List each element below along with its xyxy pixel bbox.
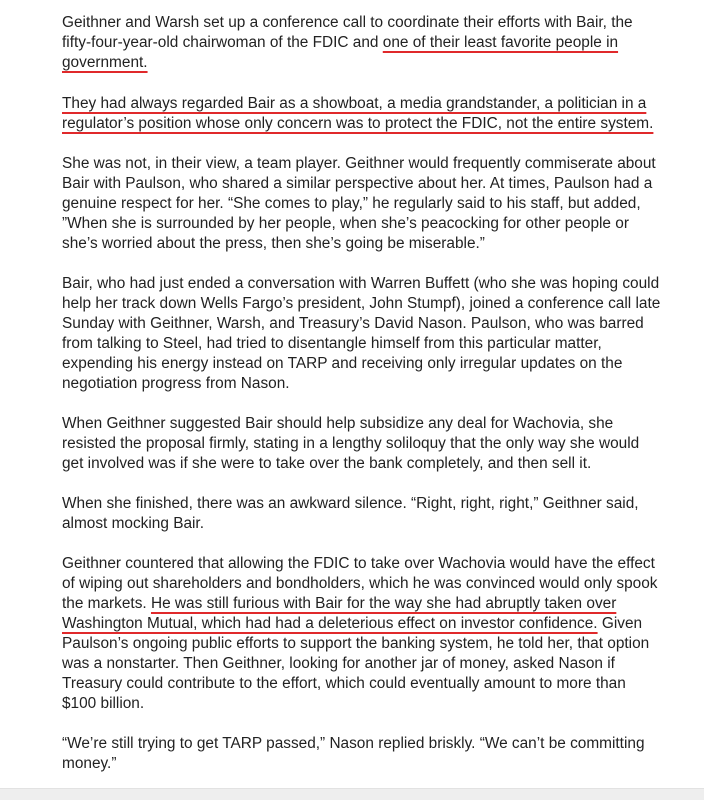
text-segment: When Geithner suggested Bair should help subsidize any deal for Wachovia, she resisted the proposal firmly, stating in a lengthy soliloquy that the only way she would get involved was if she were to take over the bank completely, and then sell it. [62, 415, 640, 472]
bottom-scroll-bar[interactable] [0, 788, 704, 800]
paragraph [62, 154, 662, 254]
text-segment: Geithner countered that allowing the FDIC to take over Wachovia would have the effect of wiping out shareholders and bondholders, which he was convinced would only spook the markets. [62, 555, 658, 612]
paragraph [62, 554, 662, 714]
paragraph [62, 734, 662, 774]
text-segment: Given Paulson’s ongoing public efforts to support the banking system, he told her, that option was a nonstarter. Then Geithner, looking for another jar of money, asked Nason if Treasury could contribute to the effort, which could eventually amount to more than $100 billion. [62, 615, 650, 712]
text-segment: Geithner and Warsh set up a conference call to coordinate their efforts with Bair, the fifty-four-year-old chairwoman of the FDIC and [62, 14, 633, 51]
highlighted-text: He was still furious with Bair for the way she had abruptly taken over Washington Mutual, which had had a deleterious effect on investor confidence. [62, 595, 617, 632]
highlighted-text: They had always regarded Bair as a showboat, a media grandstander, a politician in a regulator’s position whose only concern was to protect the FDIC, not the entire system. [62, 95, 654, 132]
paragraph [62, 274, 662, 394]
text-segment: “We’re still trying to get TARP passed,” Nason replied briskly. “We can’t be committing money.” [62, 735, 645, 772]
paragraph [62, 494, 662, 534]
paragraph [62, 414, 662, 474]
paragraph [62, 94, 662, 134]
text-segment: She was not, in their view, a team player. Geithner would frequently commiserate about Bair with Paulson, who shared a similar perspective about her. At times, Paulson had a genuine respect for her. “She comes to play,” he regularly said to his staff, but added, ”When she is surrounded by her people, when she’s peacocking for other people or she’s worried about the press, then she’s going be miserable.” [62, 155, 656, 252]
paragraph [62, 13, 662, 73]
text-segment: Bair, who had just ended a conversation with Warren Buffett (who she was hoping could help her track down Wells Fargo’s president, John Stumpf), joined a conference call late Sunday with Geithner, Warsh, and Treasury’s David Nason. Paulson, who was barred from talking to Steel, had tried to disentangle himself from this particular matter, expending his energy instead on TARP and receiving only irregular updates on the negotiation progress from Nason. [62, 275, 661, 392]
text-segment: When she finished, there was an awkward silence. “Right, right, right,” Geithner said, almost mocking Bair. [62, 495, 639, 532]
highlighted-text: one of their least favorite people in government. [62, 34, 619, 71]
